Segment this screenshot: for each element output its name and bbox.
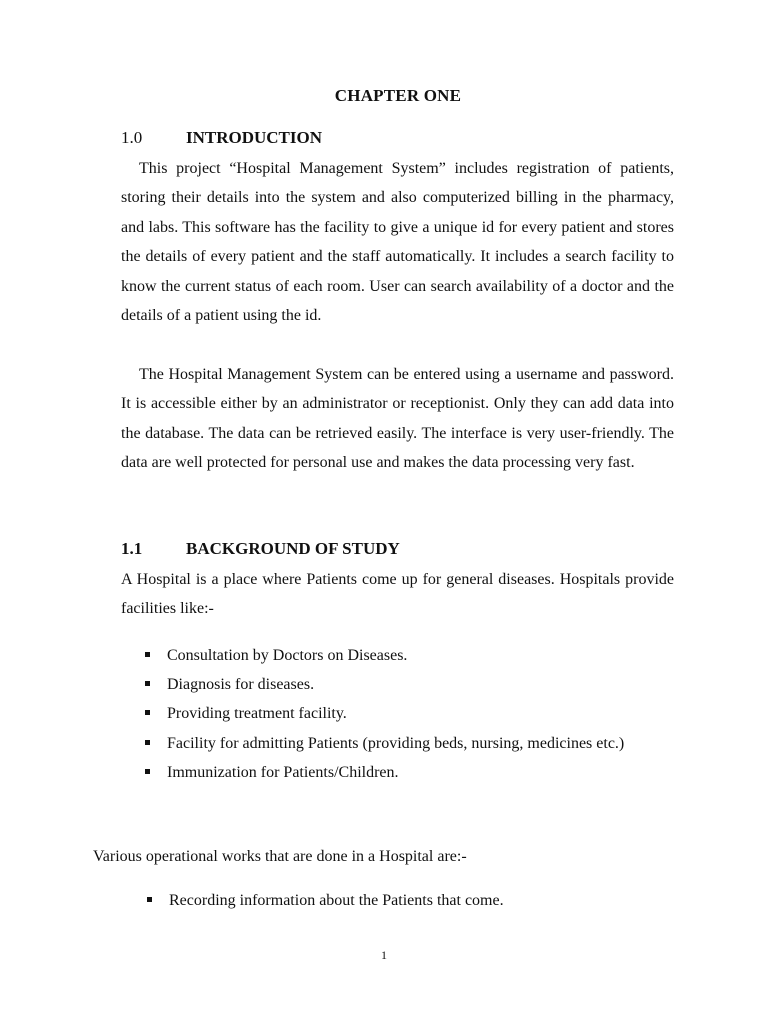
facilities-list (145, 641, 674, 787)
background-intro-paragraph: A Hospital is a place where Patients come up for general diseases. Hospitals provide facilities like:- (121, 571, 674, 618)
section-number: 1.1 (121, 539, 143, 558)
intro-paragraph-1: This project “Hospital Management System” includes registration of patients, storing their details into the system and also computerized billing in the pharmacy, and labs. This software has the facility to give a unique id for every patient and stores the details of every patient and the staff automatically. It includes a search facility to know the current status of each room. User can search availability of a doctor and the details of a patient using the id. (121, 160, 674, 325)
list-item: Facility for admitting Patients (providing beds, nursing, medicines etc.) (145, 729, 674, 758)
section-number: 1.0 (121, 128, 143, 147)
list-item: Diagnosis for diseases. (145, 670, 674, 699)
list-item: Immunization for Patients/Children. (145, 758, 674, 787)
section-title: BACKGROUND OF STUDY (186, 539, 400, 558)
square-bullet-icon (145, 652, 150, 657)
square-bullet-icon (145, 710, 150, 715)
section-title: INTRODUCTION (186, 128, 323, 147)
chapter-title: CHAPTER ONE (334, 86, 462, 105)
operations-intro-paragraph: Various operational works that are done in a Hospital are:- (93, 848, 467, 865)
square-bullet-icon (147, 897, 152, 902)
list-item: Consultation by Doctors on Diseases. (145, 641, 674, 670)
operations-list (147, 886, 676, 915)
list-item: Recording information about the Patients that come. (147, 886, 676, 915)
square-bullet-icon (145, 681, 150, 686)
square-bullet-icon (145, 740, 150, 745)
square-bullet-icon (145, 769, 150, 774)
section-heading-background (121, 539, 400, 559)
intro-paragraph-2: The Hospital Management System can be entered using a username and password. It is accessible either by an administrator or receptionist. Only they can add data into the database. The data can be retrieved easily. The interface is very user-friendly. The data are well protected for personal use and makes the data processing very fast. (121, 366, 674, 472)
list-item: Providing treatment facility. (145, 699, 674, 728)
section-heading-introduction (121, 128, 322, 148)
page-number: 1 (381, 948, 387, 962)
